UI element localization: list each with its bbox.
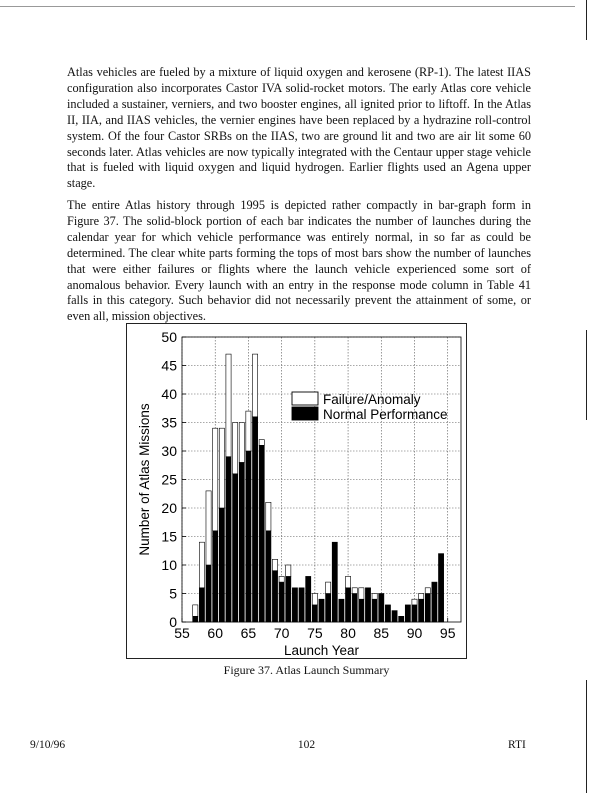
- page-edge: [586, 0, 587, 40]
- bar-normal-performance: [332, 542, 337, 622]
- x-tick-label: 95: [439, 625, 456, 641]
- bar-normal-performance: [359, 599, 364, 622]
- bar-normal-performance: [213, 531, 218, 622]
- bar-failure-anomaly: [345, 576, 350, 587]
- x-axis-label: Launch Year: [283, 643, 360, 658]
- bar-failure-anomaly: [193, 605, 198, 616]
- bar-normal-performance: [206, 565, 211, 622]
- bar-normal-performance: [292, 588, 297, 622]
- y-tick-label: 40: [161, 386, 177, 402]
- bar-failure-anomaly: [226, 354, 231, 457]
- bar-normal-performance: [319, 599, 324, 622]
- bar-failure-anomaly: [279, 576, 284, 582]
- x-tick-label: 55: [174, 625, 190, 641]
- figure-caption: Figure 37. Atlas Launch Summary: [223, 663, 390, 677]
- legend-swatch-normal: [292, 407, 318, 420]
- legend-label-normal: Normal Performance: [323, 407, 448, 422]
- x-tick-label: 70: [273, 625, 290, 641]
- legend-label-failure: Failure/Anomaly: [323, 392, 421, 407]
- bar-failure-anomaly: [266, 502, 271, 531]
- bar-normal-performance: [286, 576, 291, 622]
- y-tick-label: 5: [169, 585, 177, 602]
- bar-normal-performance: [385, 605, 390, 622]
- bar-normal-performance: [379, 594, 384, 623]
- bar-failure-anomaly: [326, 582, 331, 593]
- bar-normal-performance: [259, 445, 264, 622]
- bar-failure-anomaly: [199, 542, 204, 588]
- bar-normal-performance: [432, 582, 437, 622]
- paragraph-atlas-fuel: Atlas vehicles are fueled by a mixture of liquid oxygen and kerosene (RP-1). The latest IIAS configuration also incorporates Castor IVA solid-rocket motors. The early Atlas core vehicle included a sustainer, verniers, and two booster engines, all ignited prior to liftoff. In the Atlas II, IIA, and IIAS vehicles, the vernier engines have been replaced by a hydrazine roll-control system. Of the four Castor SRBs on the IIAS, two are ground lit and two are air lit some 60 seconds later. Atlas vehicles are now typically integrated with the Centaur upper stage vehicle that is fueled with liquid oxygen and liquid hydrogen. Earlier flights used an Agena upper stage.: [67, 65, 531, 191]
- bar-normal-performance: [226, 457, 231, 622]
- bar-normal-performance: [419, 599, 424, 622]
- x-tick-label: 85: [373, 625, 390, 641]
- bar-normal-performance: [246, 451, 251, 622]
- bar-failure-anomaly: [272, 559, 277, 570]
- bar-normal-performance: [299, 588, 304, 622]
- y-tick-label: 35: [161, 414, 177, 431]
- footer-page-number: 102: [297, 739, 316, 751]
- bar-normal-performance: [306, 576, 311, 622]
- bar-failure-anomaly: [419, 594, 424, 600]
- legend-swatch-failure: [292, 392, 318, 405]
- y-tick-label: 45: [161, 357, 177, 374]
- bar-normal-performance: [425, 594, 430, 623]
- bar-failure-anomaly: [259, 440, 264, 446]
- y-axis-label: Number of Atlas Missions: [137, 403, 152, 556]
- paragraph-atlas-history: The entire Atlas history through 1995 is depicted rather compactly in bar-graph form in Figure 37. The solid-block portion of each bar indicates the number of launches during the calendar year for which vehicle performance was entirely normal, in so far as could be determined. The clear white parts forming the tops of most bars show the number of launches that were either failures or flights where the launch vehicle experienced some sort of anomalous behavior. Every launch with an entry in the response mode column in Table 41 falls in this category. Such behavior did not necessarily prevent the attainment of some, or even all, mission objectives.: [67, 198, 531, 324]
- bar-normal-performance: [365, 588, 370, 622]
- x-tick-label: 65: [240, 625, 257, 641]
- y-tick-label: 10: [161, 557, 177, 573]
- bar-normal-performance: [326, 594, 331, 623]
- bar-failure-anomaly: [312, 594, 317, 605]
- bar-normal-performance: [219, 508, 224, 622]
- bar-failure-anomaly: [233, 423, 238, 474]
- top-rule: [0, 6, 575, 7]
- bar-normal-performance: [279, 582, 284, 622]
- bar-failure-anomaly: [246, 411, 251, 451]
- bar-failure-anomaly: [252, 354, 257, 417]
- bar-normal-performance: [266, 531, 271, 622]
- footer-organization: RTI: [508, 739, 526, 751]
- bar-failure-anomaly: [219, 428, 224, 508]
- page-edge: [586, 330, 587, 420]
- figure-frame: [126, 323, 467, 659]
- bar-failure-anomaly: [359, 588, 364, 599]
- y-tick-label: 25: [161, 471, 177, 488]
- bar-failure-anomaly: [412, 599, 417, 605]
- bar-normal-performance: [193, 616, 198, 622]
- x-tick-label: 75: [307, 625, 323, 641]
- bar-failure-anomaly: [352, 588, 357, 594]
- y-tick-label: 20: [161, 500, 177, 516]
- bar-normal-performance: [272, 571, 277, 622]
- y-tick-label: 30: [161, 443, 177, 459]
- bar-failure-anomaly: [239, 423, 244, 463]
- bar-normal-performance: [405, 605, 410, 622]
- bar-normal-performance: [438, 554, 443, 622]
- bar-normal-performance: [199, 588, 204, 622]
- atlas-launch-chart: [127, 324, 466, 658]
- x-tick-label: 90: [406, 625, 423, 641]
- page-edge: [586, 680, 587, 793]
- bar-normal-performance: [239, 462, 244, 622]
- bar-failure-anomaly: [372, 594, 377, 600]
- footer-date: 9/10/96: [30, 739, 66, 751]
- bar-normal-performance: [339, 599, 344, 622]
- bar-normal-performance: [233, 474, 238, 622]
- bar-failure-anomaly: [425, 588, 430, 594]
- bar-failure-anomaly: [206, 491, 211, 565]
- y-tick-label: 15: [161, 528, 177, 545]
- bar-normal-performance: [372, 599, 377, 622]
- bar-normal-performance: [392, 611, 397, 622]
- y-tick-label: 50: [161, 329, 177, 345]
- x-tick-label: 60: [207, 625, 224, 641]
- bar-normal-performance: [252, 417, 257, 622]
- x-tick-label: 80: [340, 625, 356, 641]
- y-tick-label: 0: [169, 614, 177, 630]
- bar-failure-anomaly: [286, 565, 291, 576]
- bar-normal-performance: [352, 594, 357, 623]
- bar-failure-anomaly: [213, 428, 218, 531]
- bar-normal-performance: [345, 588, 350, 622]
- bar-normal-performance: [399, 616, 404, 622]
